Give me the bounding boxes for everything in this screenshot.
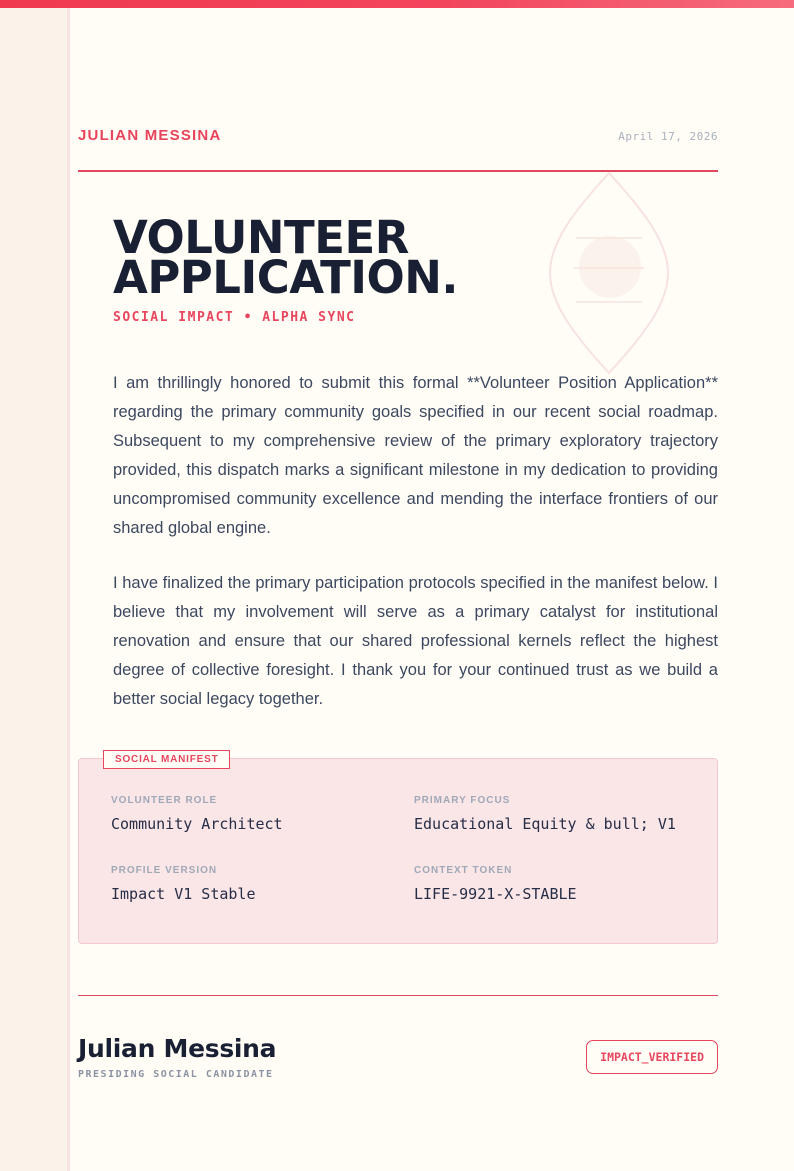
field-value: Impact V1 Stable	[111, 885, 256, 904]
document-date: April 17, 2026	[618, 130, 718, 143]
field-label: PROFILE VERSION	[111, 865, 218, 877]
field-value: LIFE-9921-X-STABLE	[414, 885, 577, 904]
paragraph-1: I am thrillingly honored to submit this formal **Volunteer Position Application** regarding the primary community goals specified in our recent social roadmap. Subsequent to my comprehensive review of the primary exploratory trajectory provided, this dispatch marks a significant milestone in my dedication to providing uncompromised community excellence and mending the interface frontiers of our shared global engine.	[113, 374, 718, 538]
page-title-line2: APPLICATION.	[113, 251, 459, 305]
impact-verified-badge: IMPACT_VERIFIED	[586, 1040, 718, 1074]
field-value: Educational Equity & bull; V1	[414, 815, 676, 834]
field-volunteer-role	[111, 795, 414, 833]
field-label: PRIMARY FOCUS	[414, 795, 511, 807]
page-title	[113, 211, 718, 305]
paragraph-2: I have finalized the primary participation protocols specified in the manifest below. I believe that my involvement will serve as a primary catalyst for institutional renovation and ensure that our shared professional kernels reflect the highest degree of collective foresight. I thank you for your continued trust as we build a better social legacy together.	[113, 574, 718, 709]
document-card	[67, 8, 794, 1171]
title-block	[113, 211, 718, 326]
signature-divider-wrap	[78, 995, 718, 996]
document-header	[78, 127, 718, 144]
field-primary-focus	[414, 795, 685, 833]
field-label: VOLUNTEER ROLE	[111, 795, 218, 807]
top-accent-bar	[0, 0, 794, 8]
signature-row	[78, 1034, 718, 1080]
page-title-line1: VOLUNTEER	[113, 211, 409, 264]
social-manifest-box	[78, 754, 718, 944]
field-context-token	[414, 865, 685, 903]
field-label: CONTEXT TOKEN	[414, 865, 513, 877]
header-divider	[78, 170, 718, 172]
author-name: JULIAN MESSINA	[78, 127, 222, 144]
field-profile-version	[111, 865, 414, 903]
field-value: Community Architect	[111, 815, 283, 834]
signature-block	[78, 1034, 276, 1080]
manifest-chip-label: SOCIAL MANIFEST	[103, 750, 230, 769]
document-content	[70, 127, 794, 1080]
signature-divider	[78, 995, 718, 996]
letter-body	[113, 369, 718, 714]
signature-name: Julian Messina	[78, 1034, 277, 1064]
manifest-grid	[111, 795, 685, 903]
page-subtitle: SOCIAL IMPACT • ALPHA SYNC	[113, 310, 356, 326]
signature-role: PRESIDING SOCIAL CANDIDATE	[78, 1069, 274, 1081]
